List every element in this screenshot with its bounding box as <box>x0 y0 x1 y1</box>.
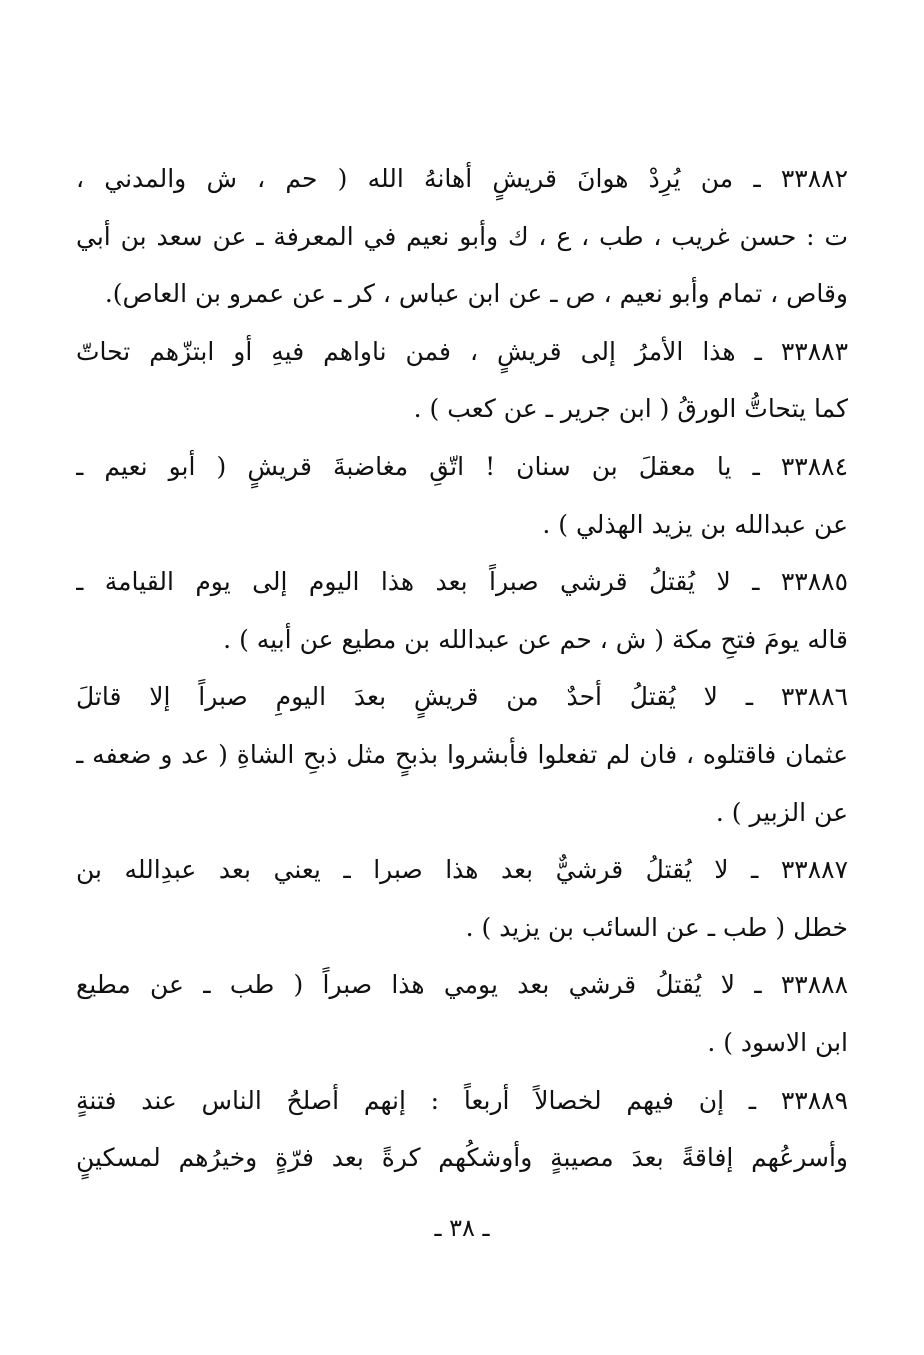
text-line: عثمان فاقتلوه ، فان لم تفعلوا فأبشروا بذبحٍ مثل ذبحِ الشاةِ ( عد و ضعفه ـ <box>76 739 848 769</box>
text-line: ت : حسن غريب ، طب ، ع ، ك وأبو نعيم في المعرفة ـ عن سعد بن أبي <box>76 221 848 251</box>
text-line: خطل ( طب ـ عن السائب بن يزيد ) . <box>465 912 848 942</box>
text-line: عن الزبير ) . <box>715 797 848 827</box>
text-line: ٣٣٨٨٨ ـ لا يُقتلُ قرشي بعد يومي هذا صبراً ( طب ـ عن مطيع <box>76 970 848 1000</box>
text-line: ٣٣٨٨٤ ـ يا معقلَ بن سنان ! اتّقِ مغاضبةَ قريشٍ ( أبو نعيم ـ <box>76 451 848 481</box>
text-line: ٣٣٨٨٦ ـ لا يُقتلُ أحدٌ من قريشٍ بعدَ اليومِ صبراً إلا قاتلَ <box>76 682 848 712</box>
text-line: ٣٣٨٨٢ ـ من يُرِدْ هوانَ قريشٍ أهانهُ الله ( حم ، ش والمدني ، <box>76 164 848 193</box>
text-line: وأسرعُهم إفاقةً بعدَ مصيبةٍ وأوشكُهم كرةً بعد فرّةٍ وخيرُهم لمسكينٍ <box>76 1143 848 1173</box>
text-line: كما يتحاتُّ الورقُ ( ابن جرير ـ عن كعب ) . <box>413 394 848 424</box>
text-line: ابن الاسود ) . <box>707 1027 848 1057</box>
text-line: ٣٣٨٨٣ ـ هذا الأمرُ إلى قريشٍ ، فمن ناواهم فيهِ أو ابتزّهم تحاتّ <box>76 336 848 366</box>
text-line: قاله يومَ فتحِ مكة ( ش ، حم عن عبدالله بن مطيع عن أبيه ) . <box>223 624 848 654</box>
text-line: عن عبدالله بن يزيد الهذلي ) . <box>542 509 848 539</box>
text-line: ٣٣٨٨٩ ـ إن فيهم لخصالاً أربعاً : إنهم أصلحُ الناس عند فتنةٍ <box>76 1085 848 1115</box>
text-line: ٣٣٨٨٧ ـ لا يُقتلُ قرشيٌّ بعد هذا صبرا ـ يعني بعد عبدِالله بن <box>76 855 848 885</box>
page-number: ـ ٣٨ ـ <box>434 1214 490 1242</box>
hadith-text-block <box>76 150 848 1187</box>
text-line: ٣٣٨٨٥ ـ لا يُقتلُ قرشي صبراً بعد هذا اليوم إلى يوم القيامة ـ <box>76 567 848 597</box>
text-line: وقاص ، تمام وأبو نعيم ، ص ـ عن ابن عباس ، كر ـ عن عمرو بن العاص). <box>104 279 848 309</box>
